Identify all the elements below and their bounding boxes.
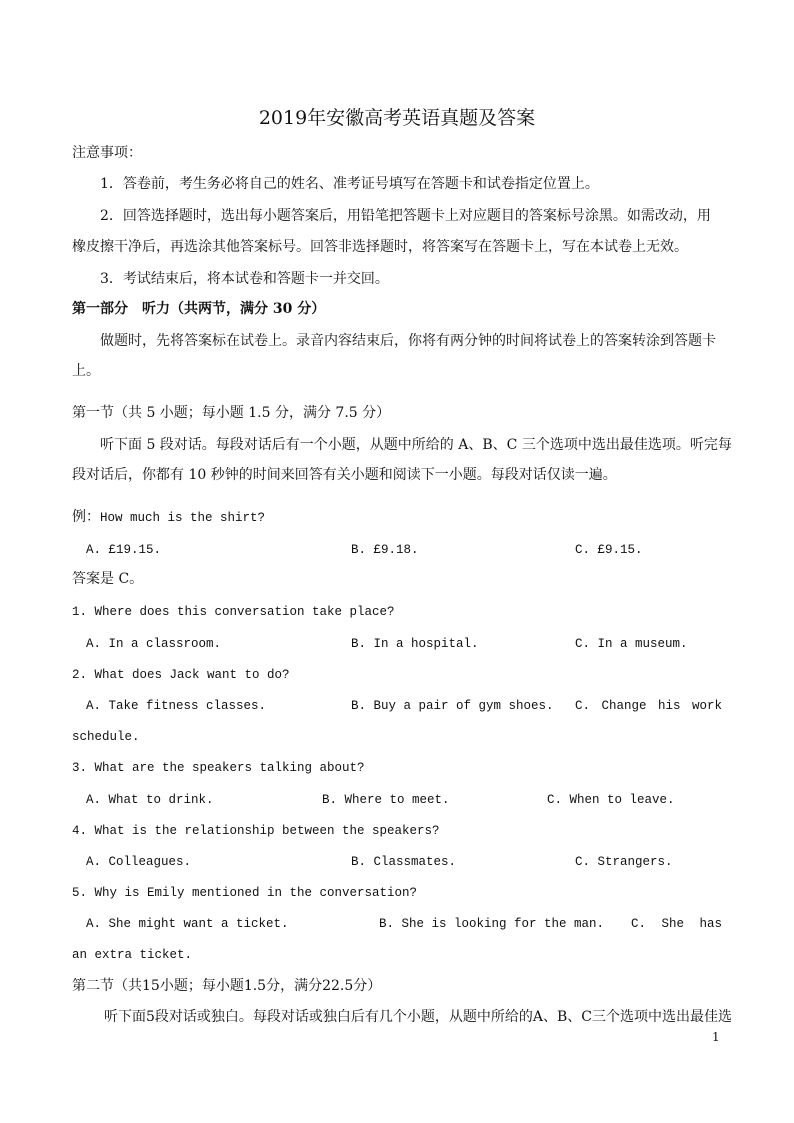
question-2-option-c-word: work <box>691 699 722 713</box>
question-4-option-c: C. Strangers. <box>575 855 673 869</box>
example-option-a: A. £19.15. <box>86 543 162 557</box>
document-title: 2019年安徽高考英语真题及答案 <box>258 107 536 129</box>
question-5-option-c-word: She <box>661 917 684 931</box>
question-4: 4. What is the relationship between the speakers? <box>72 824 440 838</box>
example-answer: 答案是 C。 <box>72 571 144 587</box>
question-1-option-a: A. In a classroom. <box>86 637 222 651</box>
example-option-c: C. £9.15. <box>575 543 643 557</box>
question-1: 1. Where does this conversation take place? <box>72 605 395 619</box>
question-4-option-a: A. Colleagues. <box>86 855 192 869</box>
section2-heading: 第二节（共15小题；每小题1.5分，满分22.5分） <box>72 978 382 994</box>
part1-instruction-line-1: 做题时，先将答案标在试卷上。录音内容结束后，你将有两分钟的时间将试卷上的答案转涂到答题卡 <box>100 333 716 349</box>
question-2-option-c-continued: schedule. <box>72 730 140 744</box>
notice-heading: 注意事项： <box>72 145 142 161</box>
question-2-option-c-word: his <box>657 699 681 713</box>
example-question-text: How much is the shirt? <box>100 511 266 525</box>
question-4-option-b: B. Classmates. <box>351 855 457 869</box>
part1-instruction-line-2: 上。 <box>72 363 100 379</box>
section1-heading: 第一节（共 5 小题；每小题 1.5 分，满分 7.5 分） <box>72 405 391 421</box>
page-number: 1 <box>712 1030 720 1044</box>
question-3-option-a: A. What to drink. <box>86 793 214 807</box>
notice-line-2: 2．回答选择题时，选出每小题答案后，用铅笔把答题卡上对应题目的答案标号涂黑。如需改动，用 <box>100 208 711 224</box>
section1-instruction-line-2: 段对话后，你都有 10 秒钟的时间来回答有关小题和阅读下一小题。每段对话仅读一遍。 <box>72 467 617 483</box>
example-label: 例： <box>72 509 100 525</box>
question-1-option-c: C. In a museum. <box>575 637 688 651</box>
question-5-option-c-continued: an extra ticket. <box>72 948 193 962</box>
question-5-option-b: B. She is looking for the man. <box>379 917 605 931</box>
question-3: 3. What are the speakers talking about? <box>72 761 365 775</box>
question-2-option-a: A. Take fitness classes. <box>86 699 267 713</box>
question-1-option-b: B. In a hospital. <box>351 637 479 651</box>
question-2-option-c-word: C. <box>575 699 591 713</box>
question-2-option-b: B. Buy a pair of gym shoes. <box>351 699 554 713</box>
question-5-option-c-word: has <box>699 917 722 931</box>
question-2: 2. What does Jack want to do? <box>72 668 290 682</box>
example-option-b: B. £9.18. <box>351 543 419 557</box>
section1-instruction-line-1: 听下面 5 段对话。每段对话后有一个小题，从题中所给的 A、B、C 三个选项中选出最佳选项。听完每 <box>100 437 732 453</box>
question-2-option-c-word: Change <box>601 699 647 713</box>
notice-line-4: 3．考试结束后，将本试卷和答题卡一并交回。 <box>100 271 389 287</box>
question-3-option-b: B. Where to meet. <box>322 793 450 807</box>
question-5-option-a: A. She might want a ticket. <box>86 917 289 931</box>
question-5-option-c <box>631 915 722 933</box>
question-5-option-c-word: C. <box>631 917 647 931</box>
section2-instruction: 听下面5段对话或独白。每段对话或独白后有几个小题，从题中所给的A、B、C三个选项中选出最佳选 <box>104 1009 733 1025</box>
question-2-option-c <box>575 697 722 715</box>
part1-heading: 第一部分 听力（共两节，满分 30 分） <box>72 301 326 317</box>
notice-line-1: 1．答卷前，考生务必将自己的姓名、准考证号填写在答题卡和试卷指定位置上。 <box>100 176 599 192</box>
notice-line-3: 橡皮擦干净后，再选涂其他答案标号。回答非选择题时，将答案写在答题卡上，写在本试卷上无效。 <box>72 239 688 255</box>
question-5: 5. Why is Emily mentioned in the conversation? <box>72 886 418 900</box>
question-3-option-c: C. When to leave. <box>547 793 675 807</box>
example-question <box>72 508 265 527</box>
